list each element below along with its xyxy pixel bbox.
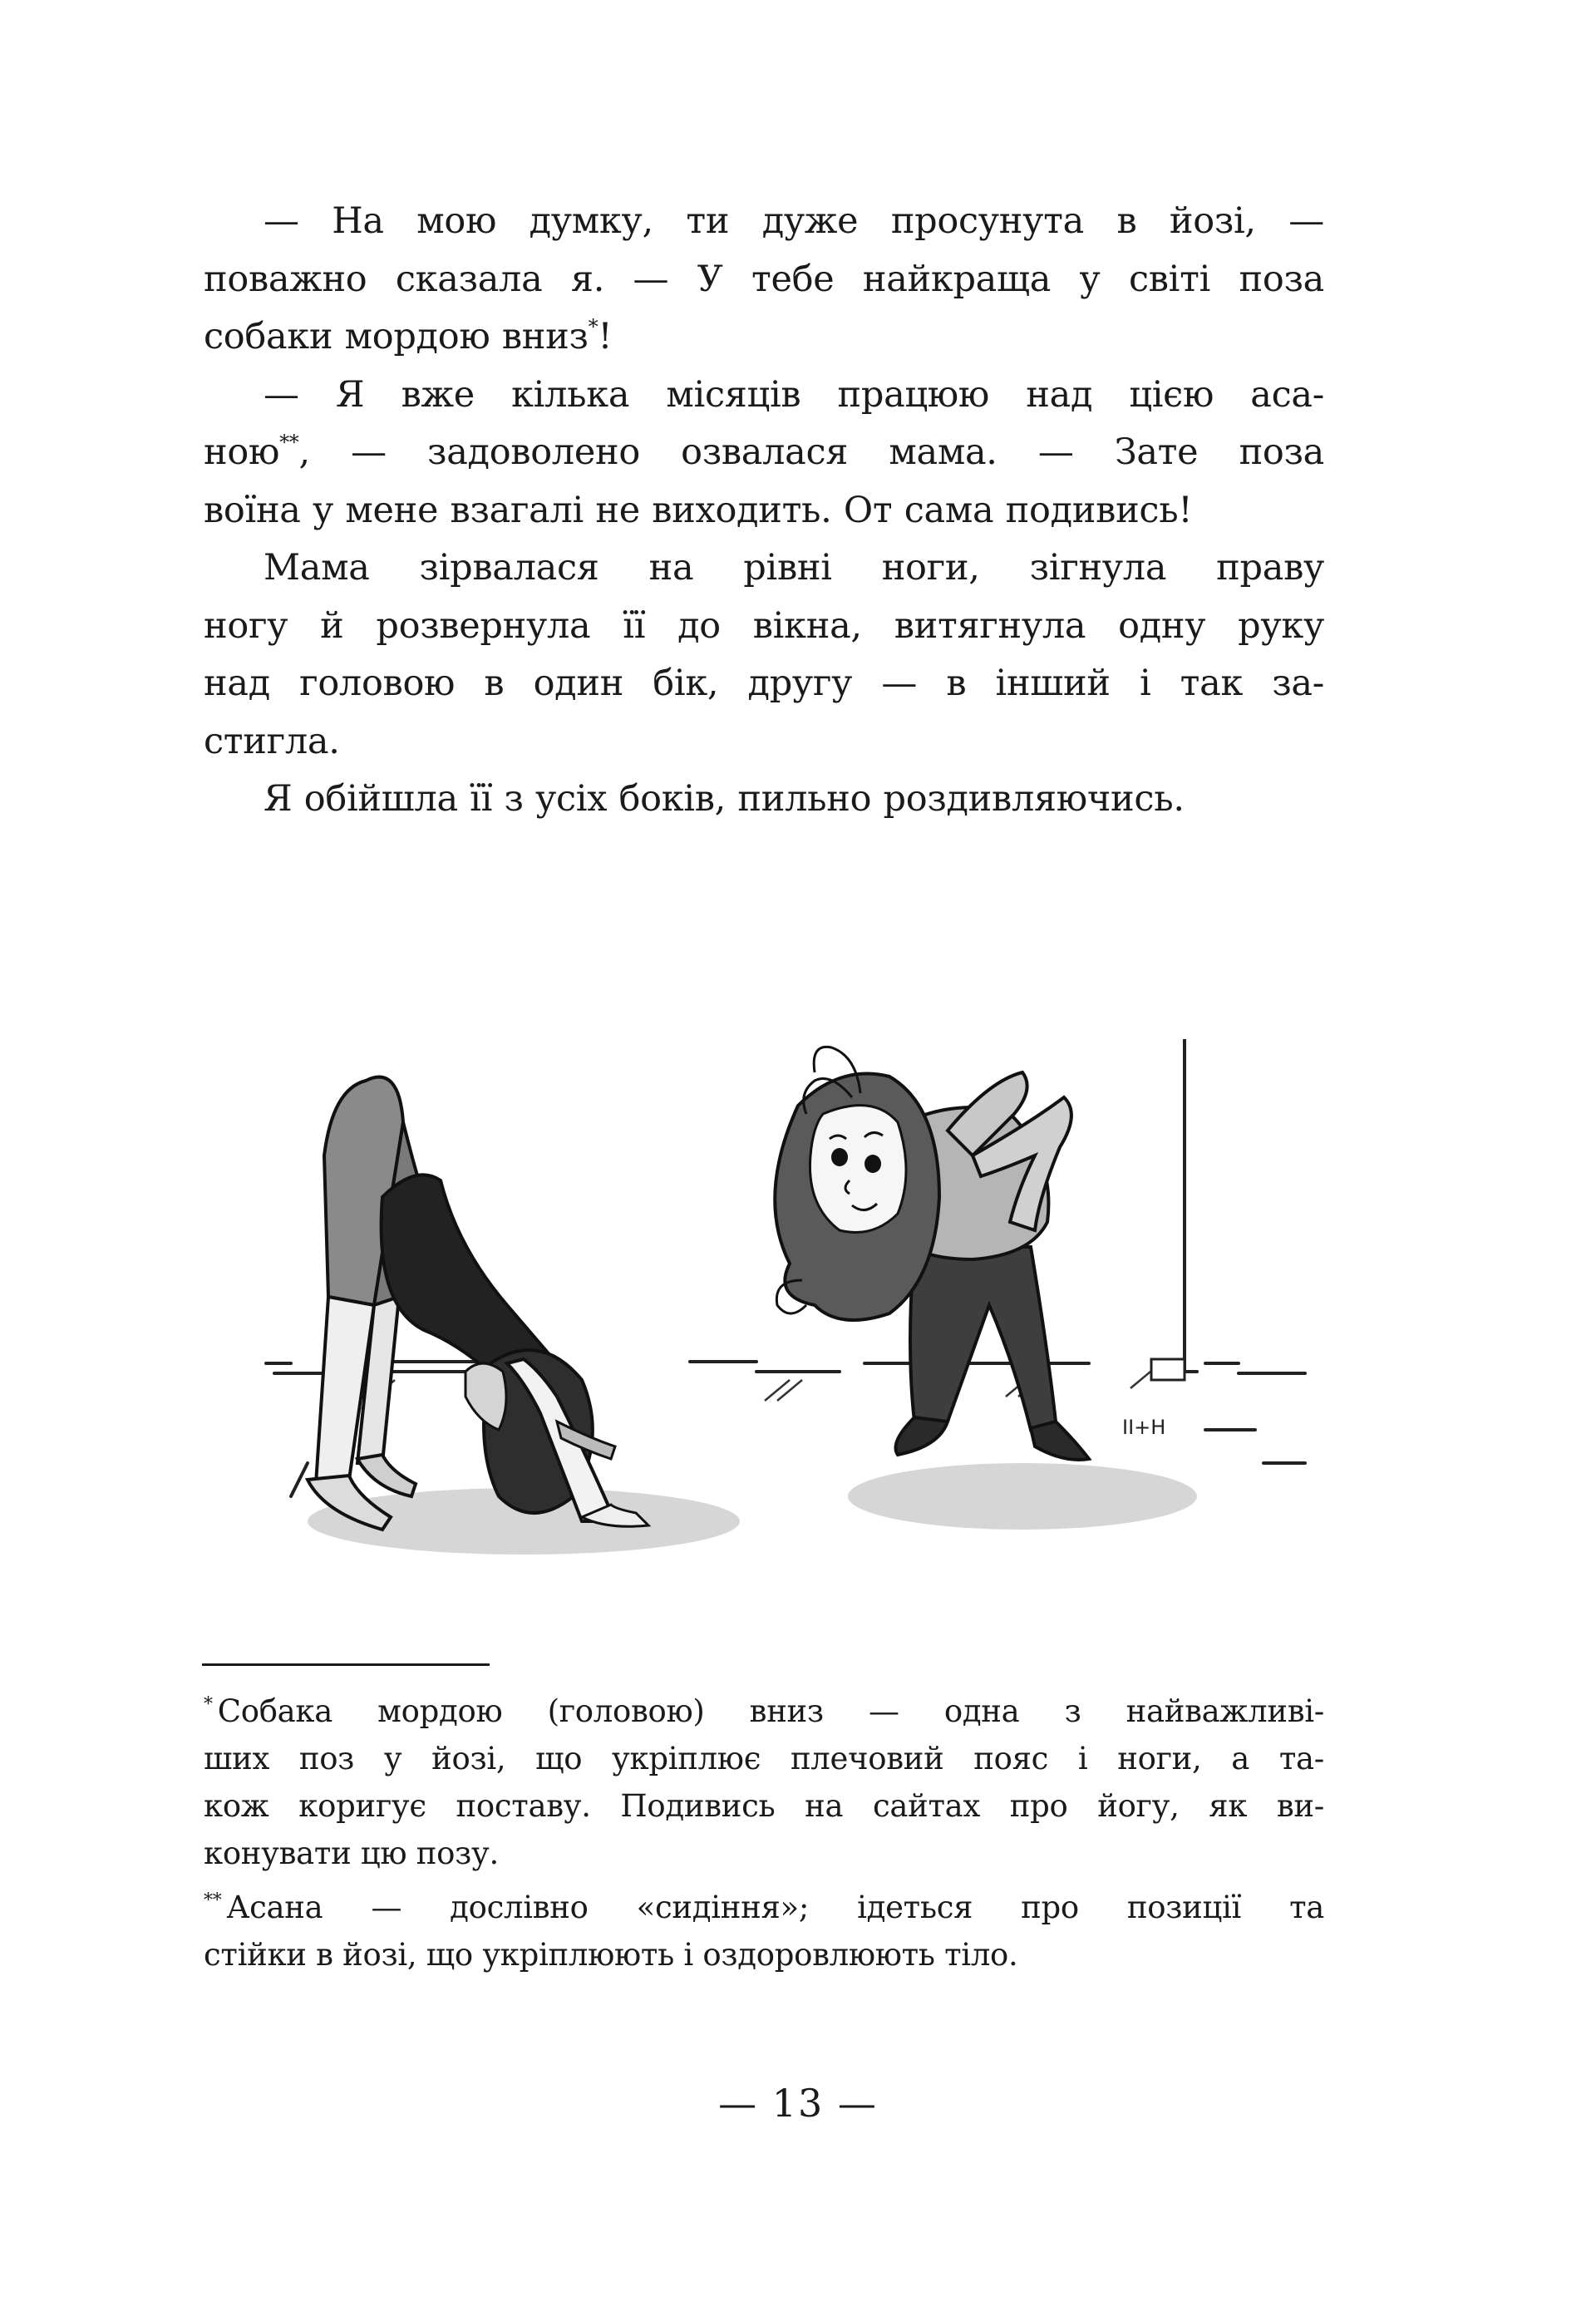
paragraph-2 [204,367,1324,540]
text-line: — На мою думку, ти дуже просунута в йозі, — [264,200,1324,242]
page-number: — 13 — [718,2081,878,2126]
text-line: — Я вже кілька місяців працюю над цією аса- [264,373,1324,416]
yoga-illustration [258,1031,1338,1563]
footnote-marker: * [588,315,598,338]
footnote-marker: ** [279,431,299,454]
illustration-drawing [258,1031,1338,1563]
text-line: Я обійшла її з усіх боків, пильно роздивляючись. [264,778,1185,820]
text-line [204,1688,1324,1735]
footnote-1 [204,1688,1324,1877]
text-line: ших поз у йозі, що укріплює плечовий пояс і ноги, а та- [204,1741,1324,1776]
text-line: стійки в йозі, що укріплюють і оздоровлюють тіло. [204,1937,1018,1973]
text-line [204,1884,1324,1931]
text-line [204,308,1324,367]
girl-figure-icon [775,1047,1089,1460]
text-fragment: собаки мордою вниз [204,316,589,357]
mom-figure-icon [308,1077,648,1530]
text-line: Мама зірвалася на рівні ноги, зігнула праву [264,547,1324,589]
footnote-marker: * [204,1694,213,1715]
paragraph-1 [204,193,1324,367]
text-line [204,424,1324,482]
body-text [204,193,1324,829]
artist-signature: ІІ+Н [1122,1416,1166,1439]
text-line: воїна у мене взагалі не виходить. От сама подивись! [204,489,1193,531]
text-fragment: ною [204,431,280,473]
floor-shadow-icon [848,1463,1197,1530]
text-fragment: Собака мордою (головою) вниз — одна з найважливі- [217,1693,1324,1729]
text-line: стигла. [204,720,340,762]
text-fragment: Асана — дослівно «сидіння»; ідеться про позиції та [226,1890,1324,1925]
text-line: поважно сказала я. — У тебе найкраща у світі поза [204,258,1324,300]
paragraph-3 [204,540,1324,771]
door-frame-icon [1151,1359,1185,1380]
text-line: над головою в один бік, другу — в інший і так за- [204,663,1324,704]
text-line: кож коригує поставу. Подивись на сайтах про йогу, як ви- [204,1788,1324,1824]
footnote-divider [202,1663,490,1666]
text-fragment: ! [598,316,613,357]
footnote-marker: ** [204,1890,222,1911]
text-fragment: , — задоволено озвалася мама. — Зате поза [298,431,1324,473]
paragraph-4 [204,771,1324,829]
text-line: ногу й розвернула її до вікна, витягнула одну руку [204,604,1324,647]
footnote-2 [204,1884,1324,1978]
footnotes [204,1688,1324,1985]
text-line: конувати цю позу. [204,1835,499,1871]
